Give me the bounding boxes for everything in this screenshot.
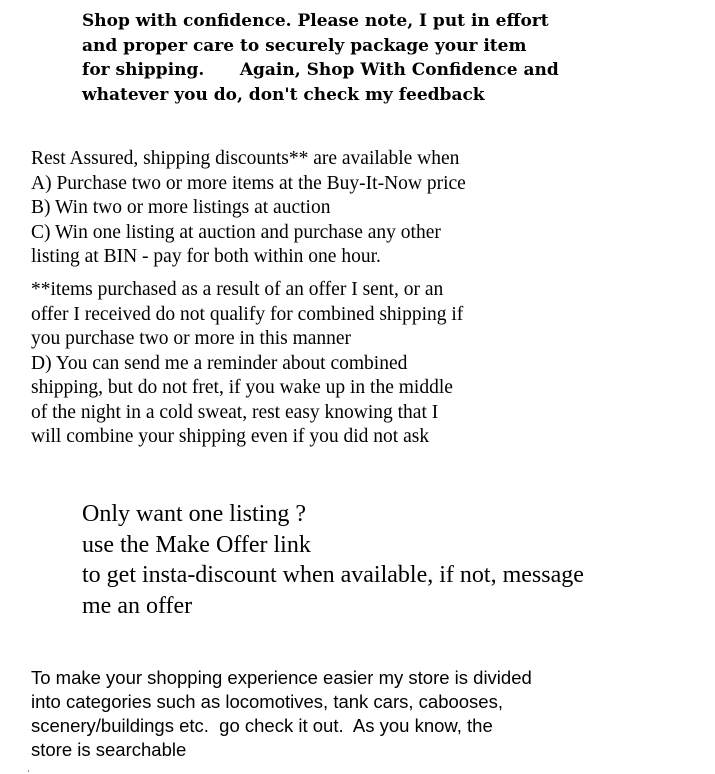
offer-exclusion-line: offer I received do not qualify for combined shipping if <box>31 303 464 325</box>
make-offer-line: me an offer <box>82 592 193 619</box>
discount-condition-a: A) Purchase two or more items at the Buy-It-Now price <box>31 172 466 194</box>
make-offer-line: Only want one listing ? <box>82 501 306 527</box>
store-categories-line: scenery/buildings etc. go check it out. As you know, the <box>31 715 493 736</box>
offer-exclusion-section <box>31 278 463 450</box>
offer-exclusion-line: you purchase two or more in this manner <box>31 328 352 349</box>
offer-exclusion-line: **items purchased as a result of an offer I sent, or an <box>31 279 444 300</box>
stray-mark <box>28 770 29 772</box>
discount-condition-d-continued: shipping, but do not fret, if you wake up in the middle <box>31 377 453 398</box>
make-offer-section <box>82 499 584 621</box>
discount-condition-d: D) You can send me a reminder about combined <box>31 352 408 374</box>
confidence-notice-line: Shop with confidence. Please note, I put in effort <box>82 11 549 31</box>
store-categories-section <box>31 666 532 762</box>
store-categories-line: To make your shopping experience easier my store is divided <box>31 667 532 688</box>
discount-condition-d-continued: of the night in a cold sweat, rest easy knowing that I <box>31 401 439 423</box>
store-categories-line: into categories such as locomotives, tank cars, cabooses, <box>31 691 503 712</box>
discount-condition-d-continued: will combine your shipping even if you did not ask <box>31 426 430 447</box>
confidence-notice <box>82 9 559 107</box>
confidence-notice-line: whatever you do, don't check my feedback <box>82 84 485 105</box>
confidence-notice-line: and proper care to securely package your item <box>82 35 527 56</box>
make-offer-line: to get insta-discount when available, if not, message <box>82 562 584 588</box>
discount-condition-b: B) Win two or more listings at auction <box>31 197 331 218</box>
make-offer-line: use the Make Offer link <box>82 531 311 558</box>
discount-condition-c-continued: listing at BIN - pay for both within one hour. <box>31 246 381 267</box>
store-categories-line: store is searchable <box>31 739 187 760</box>
shipping-discounts-heading: Rest Assured, shipping discounts** are available when <box>31 148 460 169</box>
discount-condition-c: C) Win one listing at auction and purchase any other <box>31 221 441 243</box>
confidence-notice-line: for shipping. Again, Shop With Confidence and <box>82 60 559 80</box>
shipping-discounts-section <box>31 147 466 270</box>
